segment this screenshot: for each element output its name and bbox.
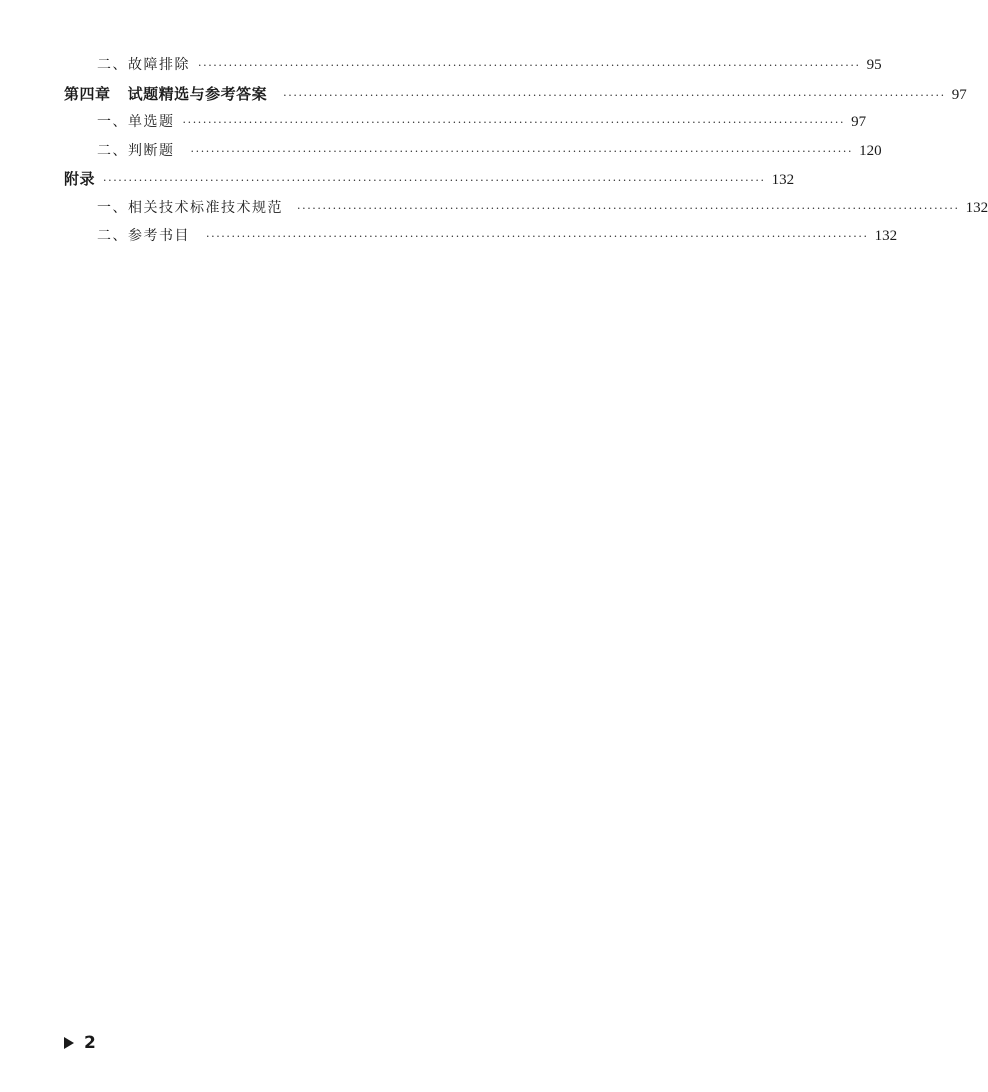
page-footer <box>64 1033 96 1053</box>
toc-entry-references[interactable] <box>0 225 898 247</box>
dot-leader: ·································································································································· <box>297 202 960 215</box>
toc-entry-page: 132 <box>771 172 795 188</box>
toc-entry-appendix[interactable] <box>0 168 795 190</box>
dot-leader: ·································································································································· <box>103 174 766 187</box>
toc-entry-page: 97 <box>851 114 867 130</box>
toc-entry-page: 97 <box>951 87 967 103</box>
toc-entry-chapter-4[interactable] <box>0 83 967 105</box>
toc-entry-page: 95 <box>866 57 882 73</box>
toc-entry-fault-troubleshooting[interactable] <box>0 54 882 76</box>
dot-leader: ·································································································································· <box>182 116 846 129</box>
toc-entry-single-choice[interactable] <box>0 111 867 133</box>
toc-entry-page: 132 <box>874 228 898 244</box>
toc-entry-label: 一、相关技术标准技术规范 <box>97 200 283 216</box>
toc-entry-label: 二、判断题 <box>97 143 175 159</box>
page-number: 2 <box>84 1033 96 1053</box>
dot-leader: ·································································································································· <box>198 59 861 72</box>
toc-entry-technical-standards[interactable] <box>0 197 988 219</box>
toc-entry-label: 附录 <box>64 170 96 188</box>
toc-entry-label: 二、故障排除 <box>97 57 190 73</box>
toc-entry-label: 一、单选题 <box>97 114 175 130</box>
toc-entry-page: 120 <box>859 143 882 159</box>
toc-entry-label: 第四章 试题精选与参考答案 <box>64 85 268 103</box>
dot-leader: ·································································································································· <box>283 89 946 102</box>
dot-leader: ·································································································································· <box>206 230 869 243</box>
triangle-right-icon <box>64 1037 74 1049</box>
dot-leader: ·································································································································· <box>190 145 854 158</box>
toc-entry-label: 二、参考书目 <box>97 228 190 244</box>
toc-entry-page: 132 <box>965 200 988 216</box>
toc-entry-true-false[interactable] <box>0 140 882 162</box>
